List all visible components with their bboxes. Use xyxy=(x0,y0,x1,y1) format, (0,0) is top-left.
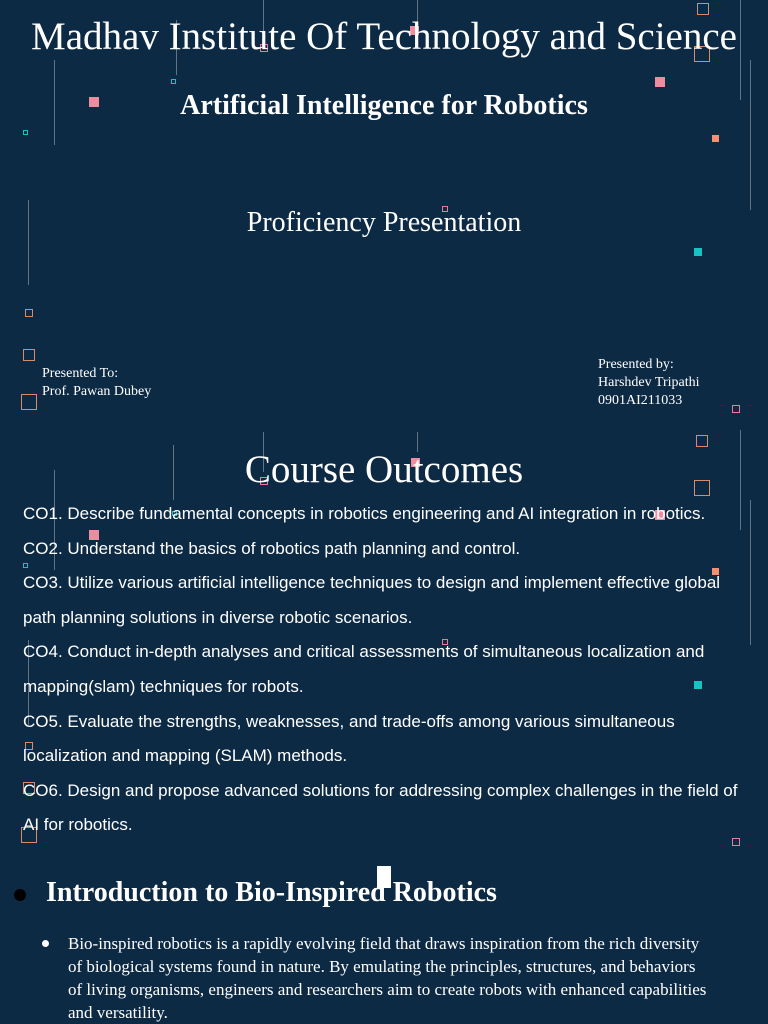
bullet-icon xyxy=(42,940,49,947)
outcome-item: CO3. Utilize various artificial intelligence techniques to design and implement effective global path planning solutions in diverse robotic scenarios. xyxy=(23,573,721,627)
presented-by-block xyxy=(598,356,700,410)
decor-square xyxy=(696,435,708,447)
decor-line xyxy=(750,500,751,645)
decor-square xyxy=(694,248,702,256)
bullet-icon xyxy=(14,889,26,901)
outcome-item: CO6. Design and propose advanced solutions for addressing complex challenges in the field of AI for robotics. xyxy=(23,780,738,835)
outcome-item: CO5. Evaluate the strengths, weaknesses, and trade-offs among various simultaneous localization and mapping (SLAM) methods. xyxy=(23,711,675,766)
decor-square xyxy=(23,130,28,135)
presenter-name: Harshdev Tripathi xyxy=(598,375,700,390)
presentation-subtitle: Proficiency Presentation xyxy=(246,207,522,238)
outcome-item: CO1. Describe fundamental concepts in robotics engineering and AI integration in robotics. xyxy=(23,504,706,523)
decor-square xyxy=(171,79,176,84)
presented-to-name: Prof. Pawan Dubey xyxy=(42,384,152,399)
decor-square xyxy=(712,135,719,142)
presented-to-label: Presented To: xyxy=(42,366,119,381)
bio-robotics-paragraph: Bio-inspired robotics is a rapidly evolving field that draws inspiration from the rich diversity of biological systems found in nature. By emulating the principles, structures, and behaviors of living organisms, engineers and researchers aim to create robots with enhanced capabilities and versatility. xyxy=(68,934,707,1022)
outcome-item: CO4. Conduct in-depth analyses and critical assessments of simultaneous localization and mapping(slam) techniques for robots. xyxy=(23,642,705,696)
institute-name: Madhav Institute Of Technology and Science xyxy=(31,15,737,58)
presented-to-block xyxy=(42,365,151,401)
presenter-id: 0901AI211033 xyxy=(598,393,683,408)
course-outcomes-list xyxy=(23,497,748,843)
decor-square xyxy=(23,349,35,361)
decor-square xyxy=(21,394,37,410)
outcome-item: CO2. Understand the basics of robotics path planning and control. xyxy=(23,538,521,558)
course-outcomes-heading: Course Outcomes xyxy=(244,448,524,491)
decor-square xyxy=(732,405,740,413)
decor-square xyxy=(25,309,33,317)
bio-robotics-heading: Introduction to Bio-Inspired Robotics xyxy=(46,877,497,908)
decor-square xyxy=(655,77,665,87)
presented-by-label: Presented by: xyxy=(598,357,674,372)
course-title: Artificial Intelligence for Robotics xyxy=(180,90,588,121)
decor-line xyxy=(750,60,751,210)
